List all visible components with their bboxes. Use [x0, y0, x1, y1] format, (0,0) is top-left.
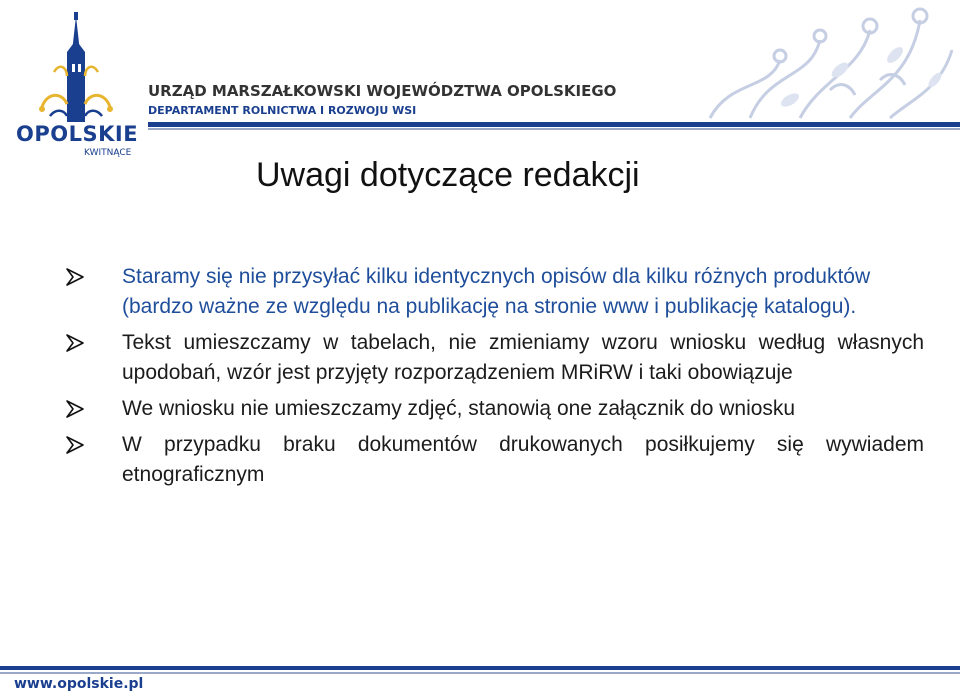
bullet-text: Tekst umieszczamy w tabelach, nie zmieniamy wzoru wniosku według własnych upodobań, wzór jest przyjęty rozporządzeniem MRiRW i taki obowiązuje [122, 331, 924, 384]
header-divider [148, 122, 960, 127]
arrow-bullet-icon [64, 266, 86, 288]
list-item [64, 328, 924, 388]
header-divider-thin [148, 128, 960, 130]
floral-ornament-icon [690, 0, 960, 122]
logo-tagline: KWITNĄCE [84, 148, 132, 158]
footer-website-link[interactable]: www.opolskie.pl [14, 676, 144, 692]
department-name: DEPARTAMENT ROLNICTWA I ROZWOJU WSI [148, 104, 417, 117]
bullet-text: W przypadku braku dokumentów drukowanych posiłkujemy się wywiadem etnograficznym [122, 433, 924, 486]
bullet-list [64, 262, 924, 496]
slide-title: Uwagi dotyczące redakcji [256, 156, 640, 194]
arrow-bullet-icon [64, 434, 86, 456]
org-name: URZĄD MARSZAŁKOWSKI WOJEWÓDZTWA OPOLSKIEGO [148, 82, 617, 100]
bullet-text: Staramy się nie przysyłać kilku identycznych opisów dla kilku różnych produktów (bardzo ważne ze względu na publikację na stronie www i publikację katalogu). [122, 265, 871, 318]
logo-wordmark: OPOLSKIE [16, 122, 139, 146]
footer-divider-thin [0, 672, 960, 674]
footer-divider [0, 666, 960, 670]
list-item [64, 430, 924, 490]
arrow-bullet-icon [64, 398, 86, 420]
list-item [64, 262, 924, 322]
list-item [64, 394, 924, 424]
bullet-text: We wniosku nie umieszczamy zdjęć, stanowią one załącznik do wniosku [122, 397, 796, 420]
arrow-bullet-icon [64, 332, 86, 354]
